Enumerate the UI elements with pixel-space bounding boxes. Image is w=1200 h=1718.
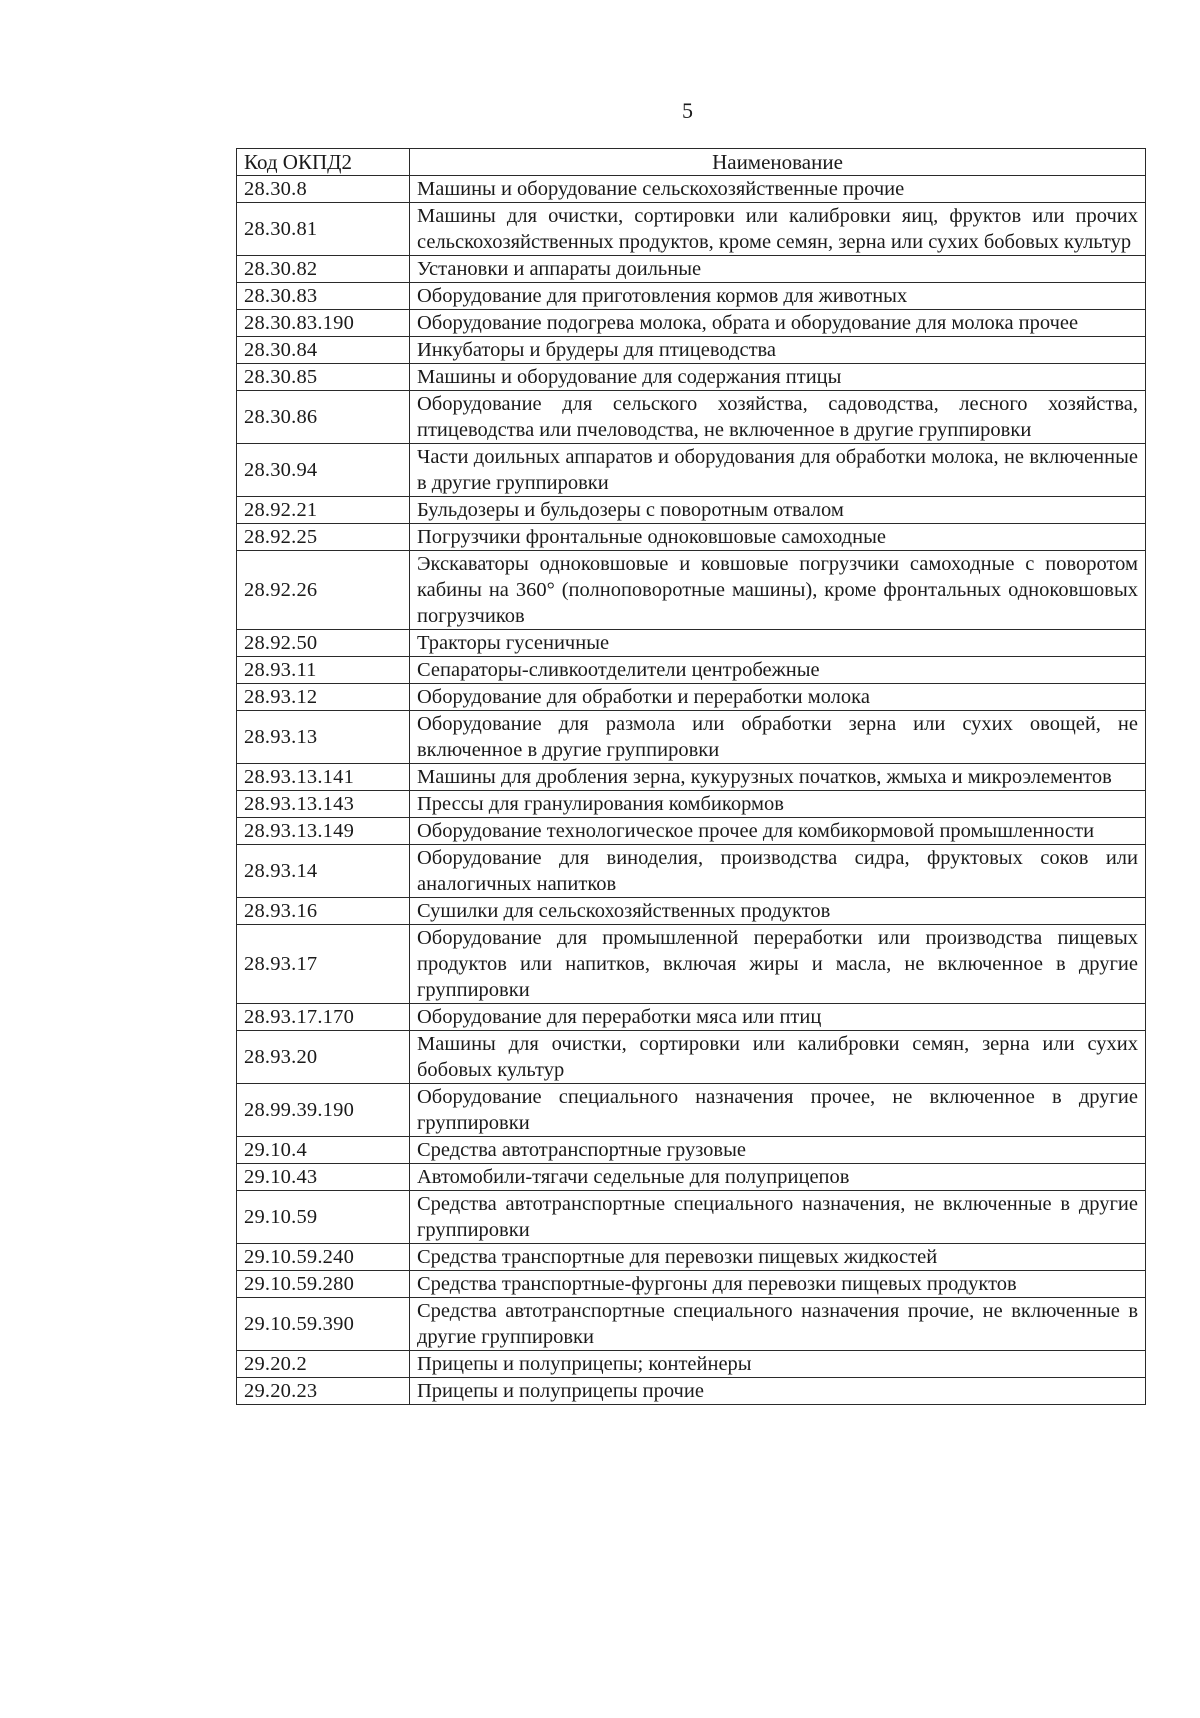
okpd2-code: 28.30.84 — [237, 337, 410, 364]
item-name: Тракторы гусеничные — [410, 630, 1146, 657]
table-body — [237, 176, 1146, 1405]
item-name: Инкубаторы и брудеры для птицеводства — [410, 337, 1146, 364]
okpd2-code: 28.92.50 — [237, 630, 410, 657]
item-name: Сепараторы-сливкоотделители центробежные — [410, 657, 1146, 684]
item-name: Прицепы и полуприцепы; контейнеры — [410, 1351, 1146, 1378]
table-row — [237, 630, 1146, 657]
item-name: Сушилки для сельскохозяйственных продуктов — [410, 898, 1146, 925]
item-name: Установки и аппараты доильные — [410, 256, 1146, 283]
header-code: Код ОКПД2 — [237, 149, 410, 176]
item-name: Средства автотранспортные грузовые — [410, 1137, 1146, 1164]
table-row — [237, 203, 1146, 256]
okpd2-code: 29.10.59.390 — [237, 1298, 410, 1351]
item-name: Автомобили-тягачи седельные для полуприцепов — [410, 1164, 1146, 1191]
okpd2-code: 28.93.14 — [237, 845, 410, 898]
table-row — [237, 391, 1146, 444]
okpd2-code: 28.30.81 — [237, 203, 410, 256]
item-name: Оборудование для сельского хозяйства, садоводства, лесного хозяйства, птицеводства или пчеловодства, не включенное в другие группировки — [410, 391, 1146, 444]
item-name: Оборудование подогрева молока, обрата и оборудование для молока прочее — [410, 310, 1146, 337]
okpd2-code: 28.93.13.141 — [237, 764, 410, 791]
okpd2-code: 28.93.17.170 — [237, 1004, 410, 1031]
table-row — [237, 764, 1146, 791]
item-name: Прессы для гранулирования комбикормов — [410, 791, 1146, 818]
okpd2-code: 28.30.82 — [237, 256, 410, 283]
table-row — [237, 1271, 1146, 1298]
item-name: Средства транспортные-фургоны для перевозки пищевых продуктов — [410, 1271, 1146, 1298]
table-row — [237, 497, 1146, 524]
table-row — [237, 1004, 1146, 1031]
table-row — [237, 898, 1146, 925]
item-name: Бульдозеры и бульдозеры с поворотным отвалом — [410, 497, 1146, 524]
table-row — [237, 337, 1146, 364]
okpd2-code: 28.93.13.149 — [237, 818, 410, 845]
table-row — [237, 657, 1146, 684]
okpd2-code: 28.93.16 — [237, 898, 410, 925]
okpd2-code: 28.93.11 — [237, 657, 410, 684]
okpd2-code: 28.30.83.190 — [237, 310, 410, 337]
item-name: Машины для дробления зерна, кукурузных початков, жмыха и микроэлементов — [410, 764, 1146, 791]
okpd2-code: 29.10.43 — [237, 1164, 410, 1191]
item-name: Средства транспортные для перевозки пищевых жидкостей — [410, 1244, 1146, 1271]
table-row — [237, 684, 1146, 711]
okpd2-code: 28.30.86 — [237, 391, 410, 444]
okpd2-code: 28.92.26 — [237, 551, 410, 630]
item-name: Оборудование для размола или обработки зерна или сухих овощей, не включенное в другие группировки — [410, 711, 1146, 764]
okpd2-code: 28.93.13.143 — [237, 791, 410, 818]
item-name: Оборудование для переработки мяса или птиц — [410, 1004, 1146, 1031]
table-row — [237, 1298, 1146, 1351]
table-row — [237, 1164, 1146, 1191]
item-name: Прицепы и полуприцепы прочие — [410, 1378, 1146, 1405]
item-name: Машины для очистки, сортировки или калибровки яиц, фруктов или прочих сельскохозяйственных продуктов, кроме семян, зерна или сухих бобовых культур — [410, 203, 1146, 256]
okpd2-code: 29.20.2 — [237, 1351, 410, 1378]
table-row — [237, 711, 1146, 764]
okpd2-code: 28.30.85 — [237, 364, 410, 391]
item-name: Оборудование для виноделия, производства сидра, фруктовых соков или аналогичных напитков — [410, 845, 1146, 898]
item-name: Экскаваторы одноковшовые и ковшовые погрузчики самоходные с поворотом кабины на 360° (полноповоротные машины), кроме фронтальных одноковшовых погрузчиков — [410, 551, 1146, 630]
table-row — [237, 1031, 1146, 1084]
item-name: Машины для очистки, сортировки или калибровки семян, зерна или сухих бобовых культур — [410, 1031, 1146, 1084]
okpd2-code: 29.20.23 — [237, 1378, 410, 1405]
okpd2-table — [236, 148, 1146, 1405]
table-row — [237, 256, 1146, 283]
page-number: 5 — [682, 98, 693, 123]
okpd2-code: 28.30.8 — [237, 176, 410, 203]
table-row — [237, 925, 1146, 1004]
table-row — [237, 283, 1146, 310]
okpd2-code: 28.30.83 — [237, 283, 410, 310]
okpd2-code: 28.93.20 — [237, 1031, 410, 1084]
table-row — [237, 551, 1146, 630]
item-name: Оборудование для промышленной переработки или производства пищевых продуктов или напитков, включая жиры и масла, не включенное в другие группировки — [410, 925, 1146, 1004]
table-row — [237, 364, 1146, 391]
item-name: Оборудование специального назначения прочее, не включенное в другие группировки — [410, 1084, 1146, 1137]
table-row — [237, 1378, 1146, 1405]
table-row — [237, 1351, 1146, 1378]
table-row — [237, 1191, 1146, 1244]
okpd2-code: 29.10.4 — [237, 1137, 410, 1164]
table-row — [237, 524, 1146, 551]
okpd2-code: 28.30.94 — [237, 444, 410, 497]
okpd2-code: 29.10.59.240 — [237, 1244, 410, 1271]
okpd2-code: 28.93.12 — [237, 684, 410, 711]
table-header-row — [237, 149, 1146, 176]
item-name: Оборудование для приготовления кормов для животных — [410, 283, 1146, 310]
table-row — [237, 845, 1146, 898]
table-row — [237, 444, 1146, 497]
item-name: Части доильных аппаратов и оборудования для обработки молока, не включенные в другие группировки — [410, 444, 1146, 497]
item-name: Машины и оборудование для содержания птицы — [410, 364, 1146, 391]
okpd2-code: 28.99.39.190 — [237, 1084, 410, 1137]
item-name: Погрузчики фронтальные одноковшовые самоходные — [410, 524, 1146, 551]
okpd2-code: 29.10.59 — [237, 1191, 410, 1244]
table-row — [237, 1137, 1146, 1164]
item-name: Средства автотранспортные специального назначения прочие, не включенные в другие группировки — [410, 1298, 1146, 1351]
okpd2-code: 29.10.59.280 — [237, 1271, 410, 1298]
item-name: Машины и оборудование сельскохозяйственные прочие — [410, 176, 1146, 203]
header-name: Наименование — [410, 149, 1146, 176]
table-row — [237, 176, 1146, 203]
table-row — [237, 791, 1146, 818]
table-row — [237, 818, 1146, 845]
okpd2-code: 28.93.17 — [237, 925, 410, 1004]
table-row — [237, 1084, 1146, 1137]
item-name: Оборудование для обработки и переработки молока — [410, 684, 1146, 711]
table-row — [237, 1244, 1146, 1271]
table-row — [237, 310, 1146, 337]
item-name: Средства автотранспортные специального назначения, не включенные в другие группировки — [410, 1191, 1146, 1244]
okpd2-code: 28.92.25 — [237, 524, 410, 551]
okpd2-code: 28.92.21 — [237, 497, 410, 524]
okpd2-code: 28.93.13 — [237, 711, 410, 764]
item-name: Оборудование технологическое прочее для комбикормовой промышленности — [410, 818, 1146, 845]
